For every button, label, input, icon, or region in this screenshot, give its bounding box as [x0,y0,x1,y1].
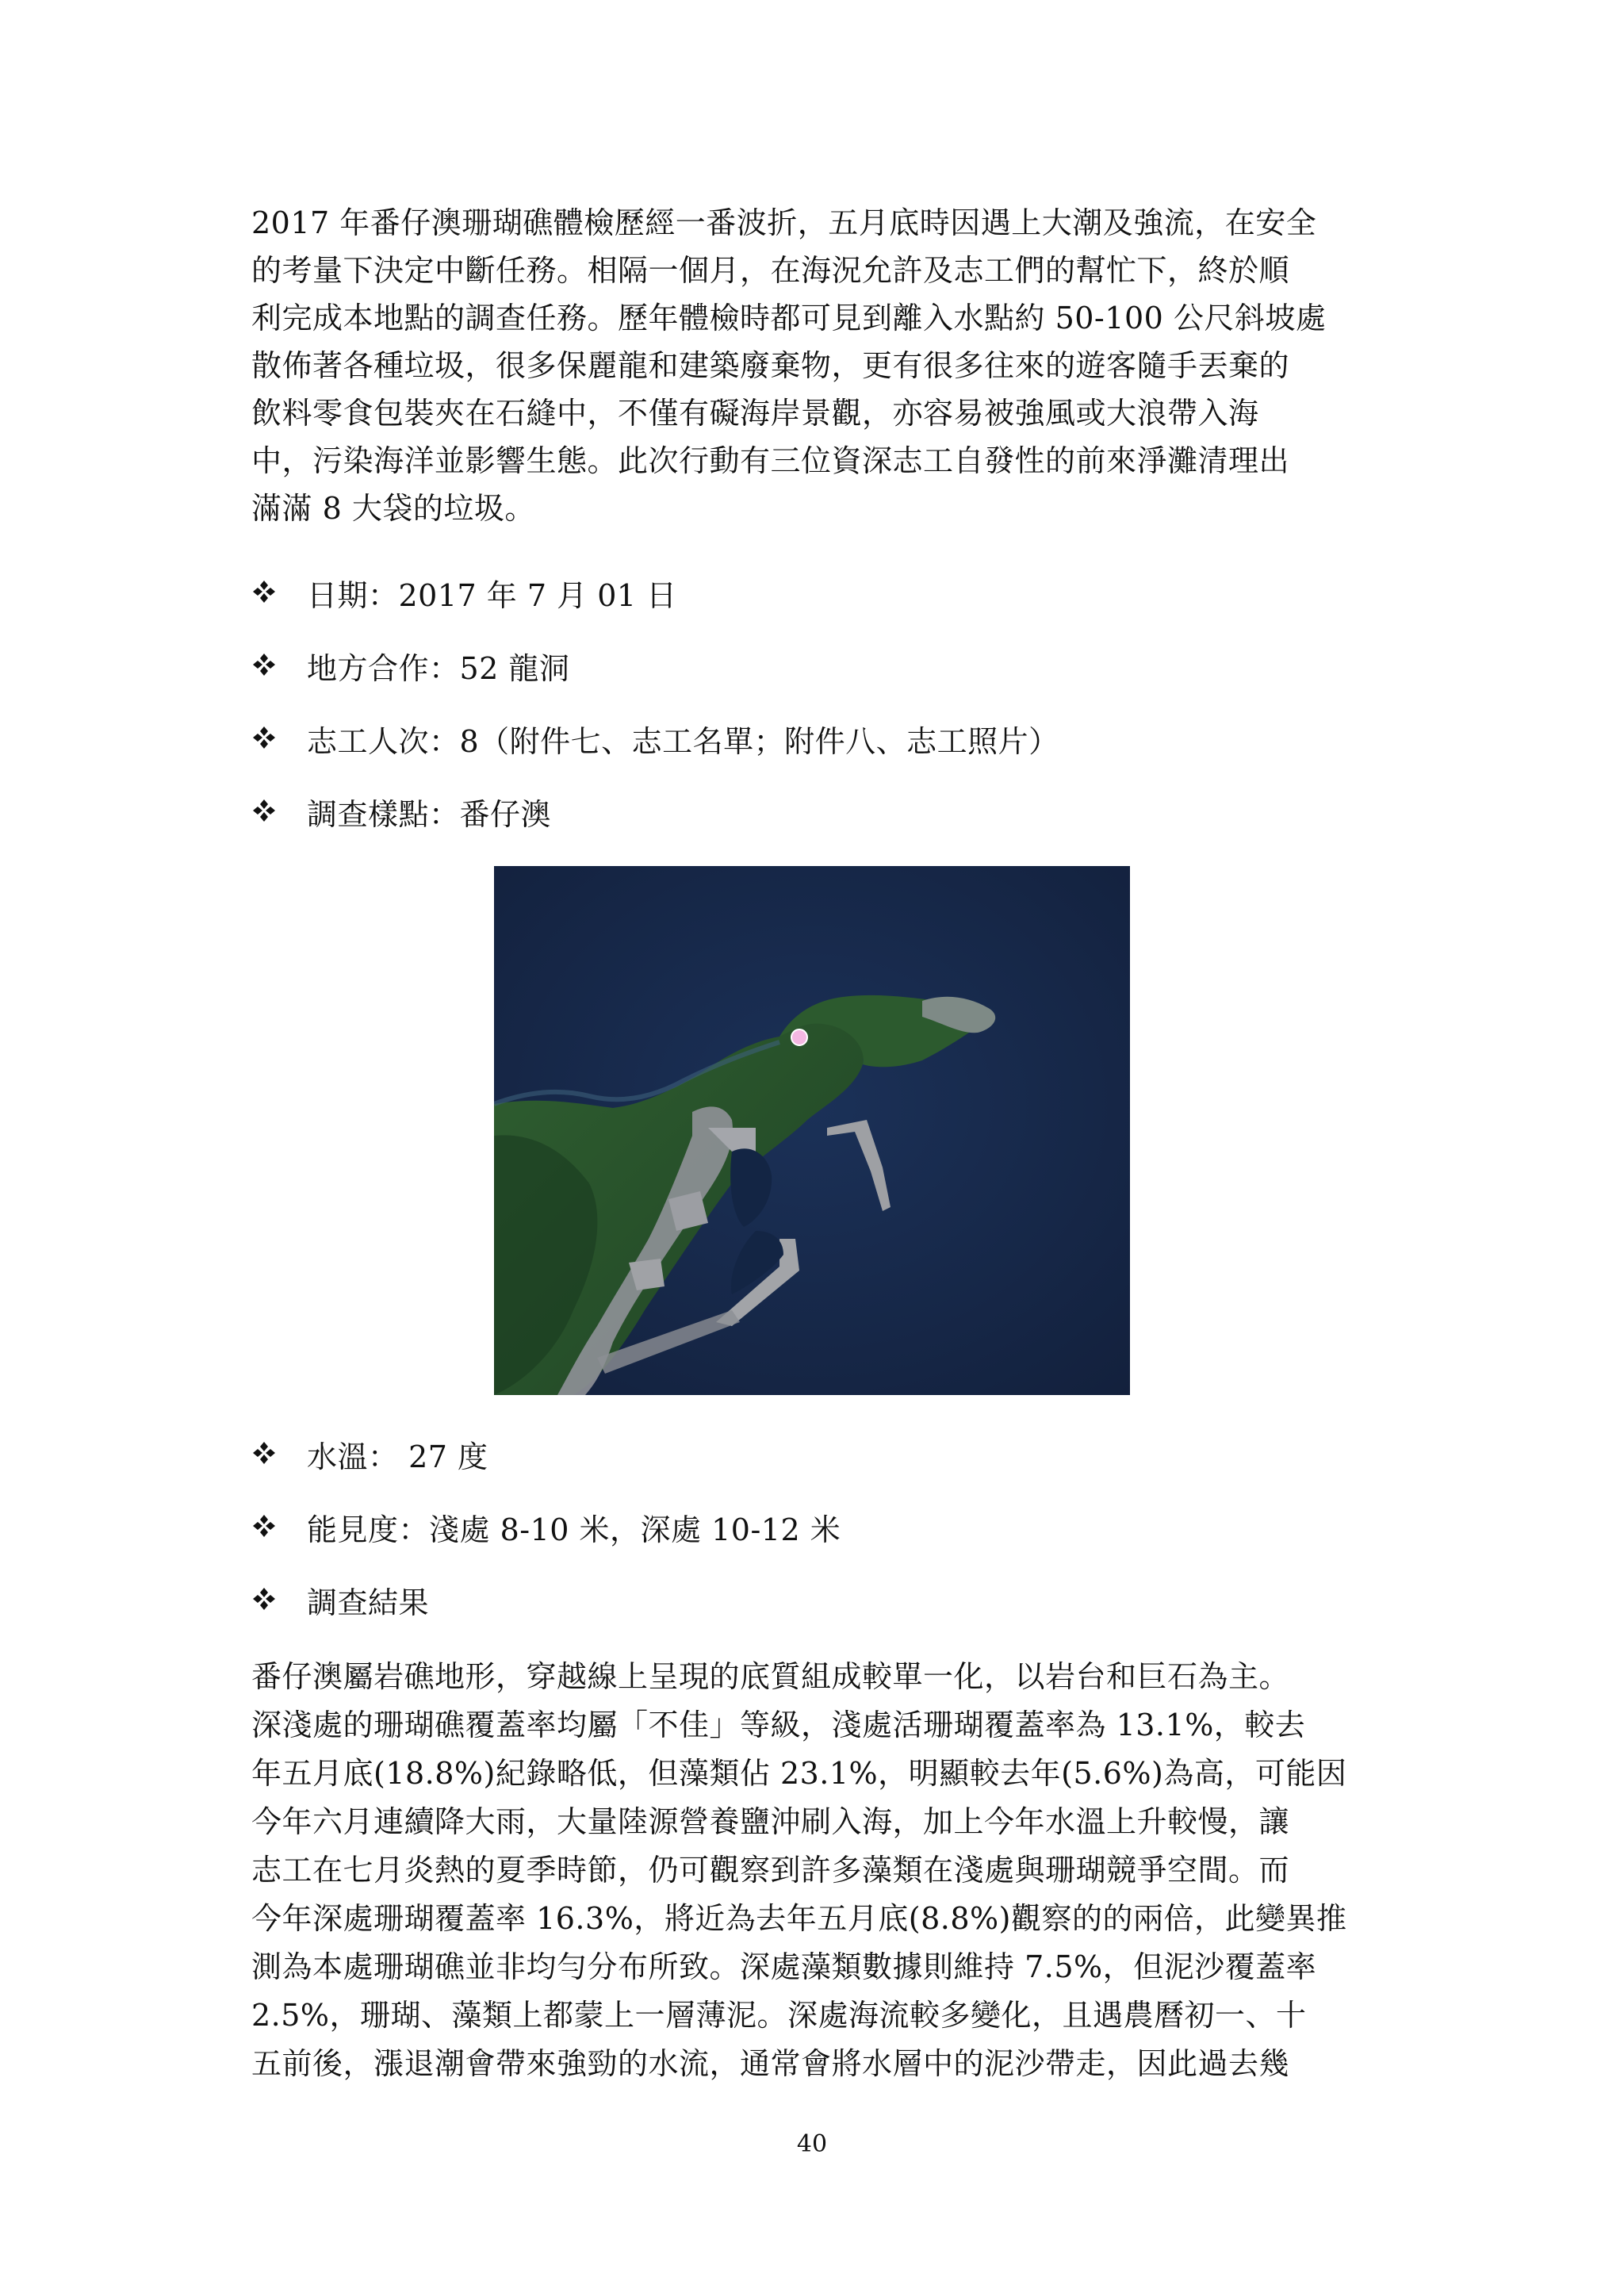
paragraph-line: 今年六月連續降大雨，大量陸源營養鹽沖刷入海，加上今年水溫上升較慢，讓 [251,1804,1290,1839]
paragraph-line: 中，污染海洋並影響生態。此次行動有三位資深志工自發性的前來淨灘清理出 [251,443,1290,478]
four-diamond-bullet-icon [251,1440,277,1466]
four-diamond-bullet-icon [251,798,277,823]
paragraph-line: 2017 年番仔澳珊瑚礁體檢歷經一番波折，五月底時因遇上大潮及強流，在安全 [251,205,1317,240]
paragraph-line: 五前後，漲退潮會帶來強勁的水流，通常會將水層中的泥沙帶走，因此過去幾 [251,2046,1290,2081]
location-marker-icon [791,1029,807,1045]
paragraph-line: 測為本處珊瑚礁並非均勻分布所致。深處藻類數據則維持 7.5%，但泥沙覆蓋率 [251,1949,1317,1984]
paragraph-line: 志工在七月炎熱的夏季時節，仍可觀察到許多藻類在淺處與珊瑚競爭空間。而 [251,1853,1290,1888]
four-diamond-bullet-icon [251,1513,277,1539]
paragraph-line: 散佈著各種垃圾，很多保麗龍和建築廢棄物，更有很多往來的遊客隨手丟棄的 [251,348,1290,383]
paragraph-line: 滿滿 8 大袋的垃圾。 [251,491,535,526]
bullet-text: 水溫： 27 度 [307,1439,488,1474]
four-diamond-bullet-icon [251,1586,277,1612]
four-diamond-bullet-icon [251,652,277,677]
paragraph-line: 2.5%，珊瑚、藻類上都蒙上一層薄泥。深處海流較多變化，且遇農曆初一、十 [251,1998,1307,2033]
satellite-map-image [494,866,1130,1395]
bullet-text: 調查樣點：番仔澳 [307,797,552,832]
four-diamond-bullet-icon [251,579,277,604]
satellite-map-icon [494,866,1130,1395]
paragraph-line: 利完成本地點的調查任務。歷年體檢時都可見到離入水點約 50-100 公尺斜坡處 [251,301,1327,335]
paragraph-line: 今年深處珊瑚覆蓋率 16.3%，將近為去年五月底(8.8%)觀察的的兩倍，此變異推 [251,1901,1347,1936]
paragraph-line: 深淺處的珊瑚礁覆蓋率均屬「不佳」等級，淺處活珊瑚覆蓋率為 13.1%，較去 [251,1708,1306,1742]
paragraph-line: 飲料零食包裝夾在石縫中，不僅有礙海岸景觀，亦容易被強風或大浪帶入海 [251,396,1259,431]
bullet-text: 能見度：淺處 8-10 米，深處 10-12 米 [307,1512,841,1547]
bullet-text: 志工人次：8（附件七、志工名單；附件八、志工照片） [307,724,1059,759]
paragraph-line: 的考量下決定中斷任務。相隔一個月，在海況允許及志工們的幫忙下，終於順 [251,253,1290,288]
paragraph-line: 番仔澳屬岩礁地形，穿越線上呈現的底質組成較單一化，以岩台和巨石為主。 [251,1659,1290,1694]
four-diamond-bullet-icon [251,725,277,750]
paragraph-line: 年五月底(18.8%)紀錄略低，但藻類佔 23.1%，明顯較去年(5.6%)為高，可能因 [251,1756,1347,1791]
bullet-text: 地方合作：52 龍洞 [307,651,570,686]
bullet-text: 調查結果 [307,1585,430,1620]
page-number: 40 [796,2130,828,2158]
bullet-text: 日期：2017 年 7 月 01 日 [307,578,677,613]
